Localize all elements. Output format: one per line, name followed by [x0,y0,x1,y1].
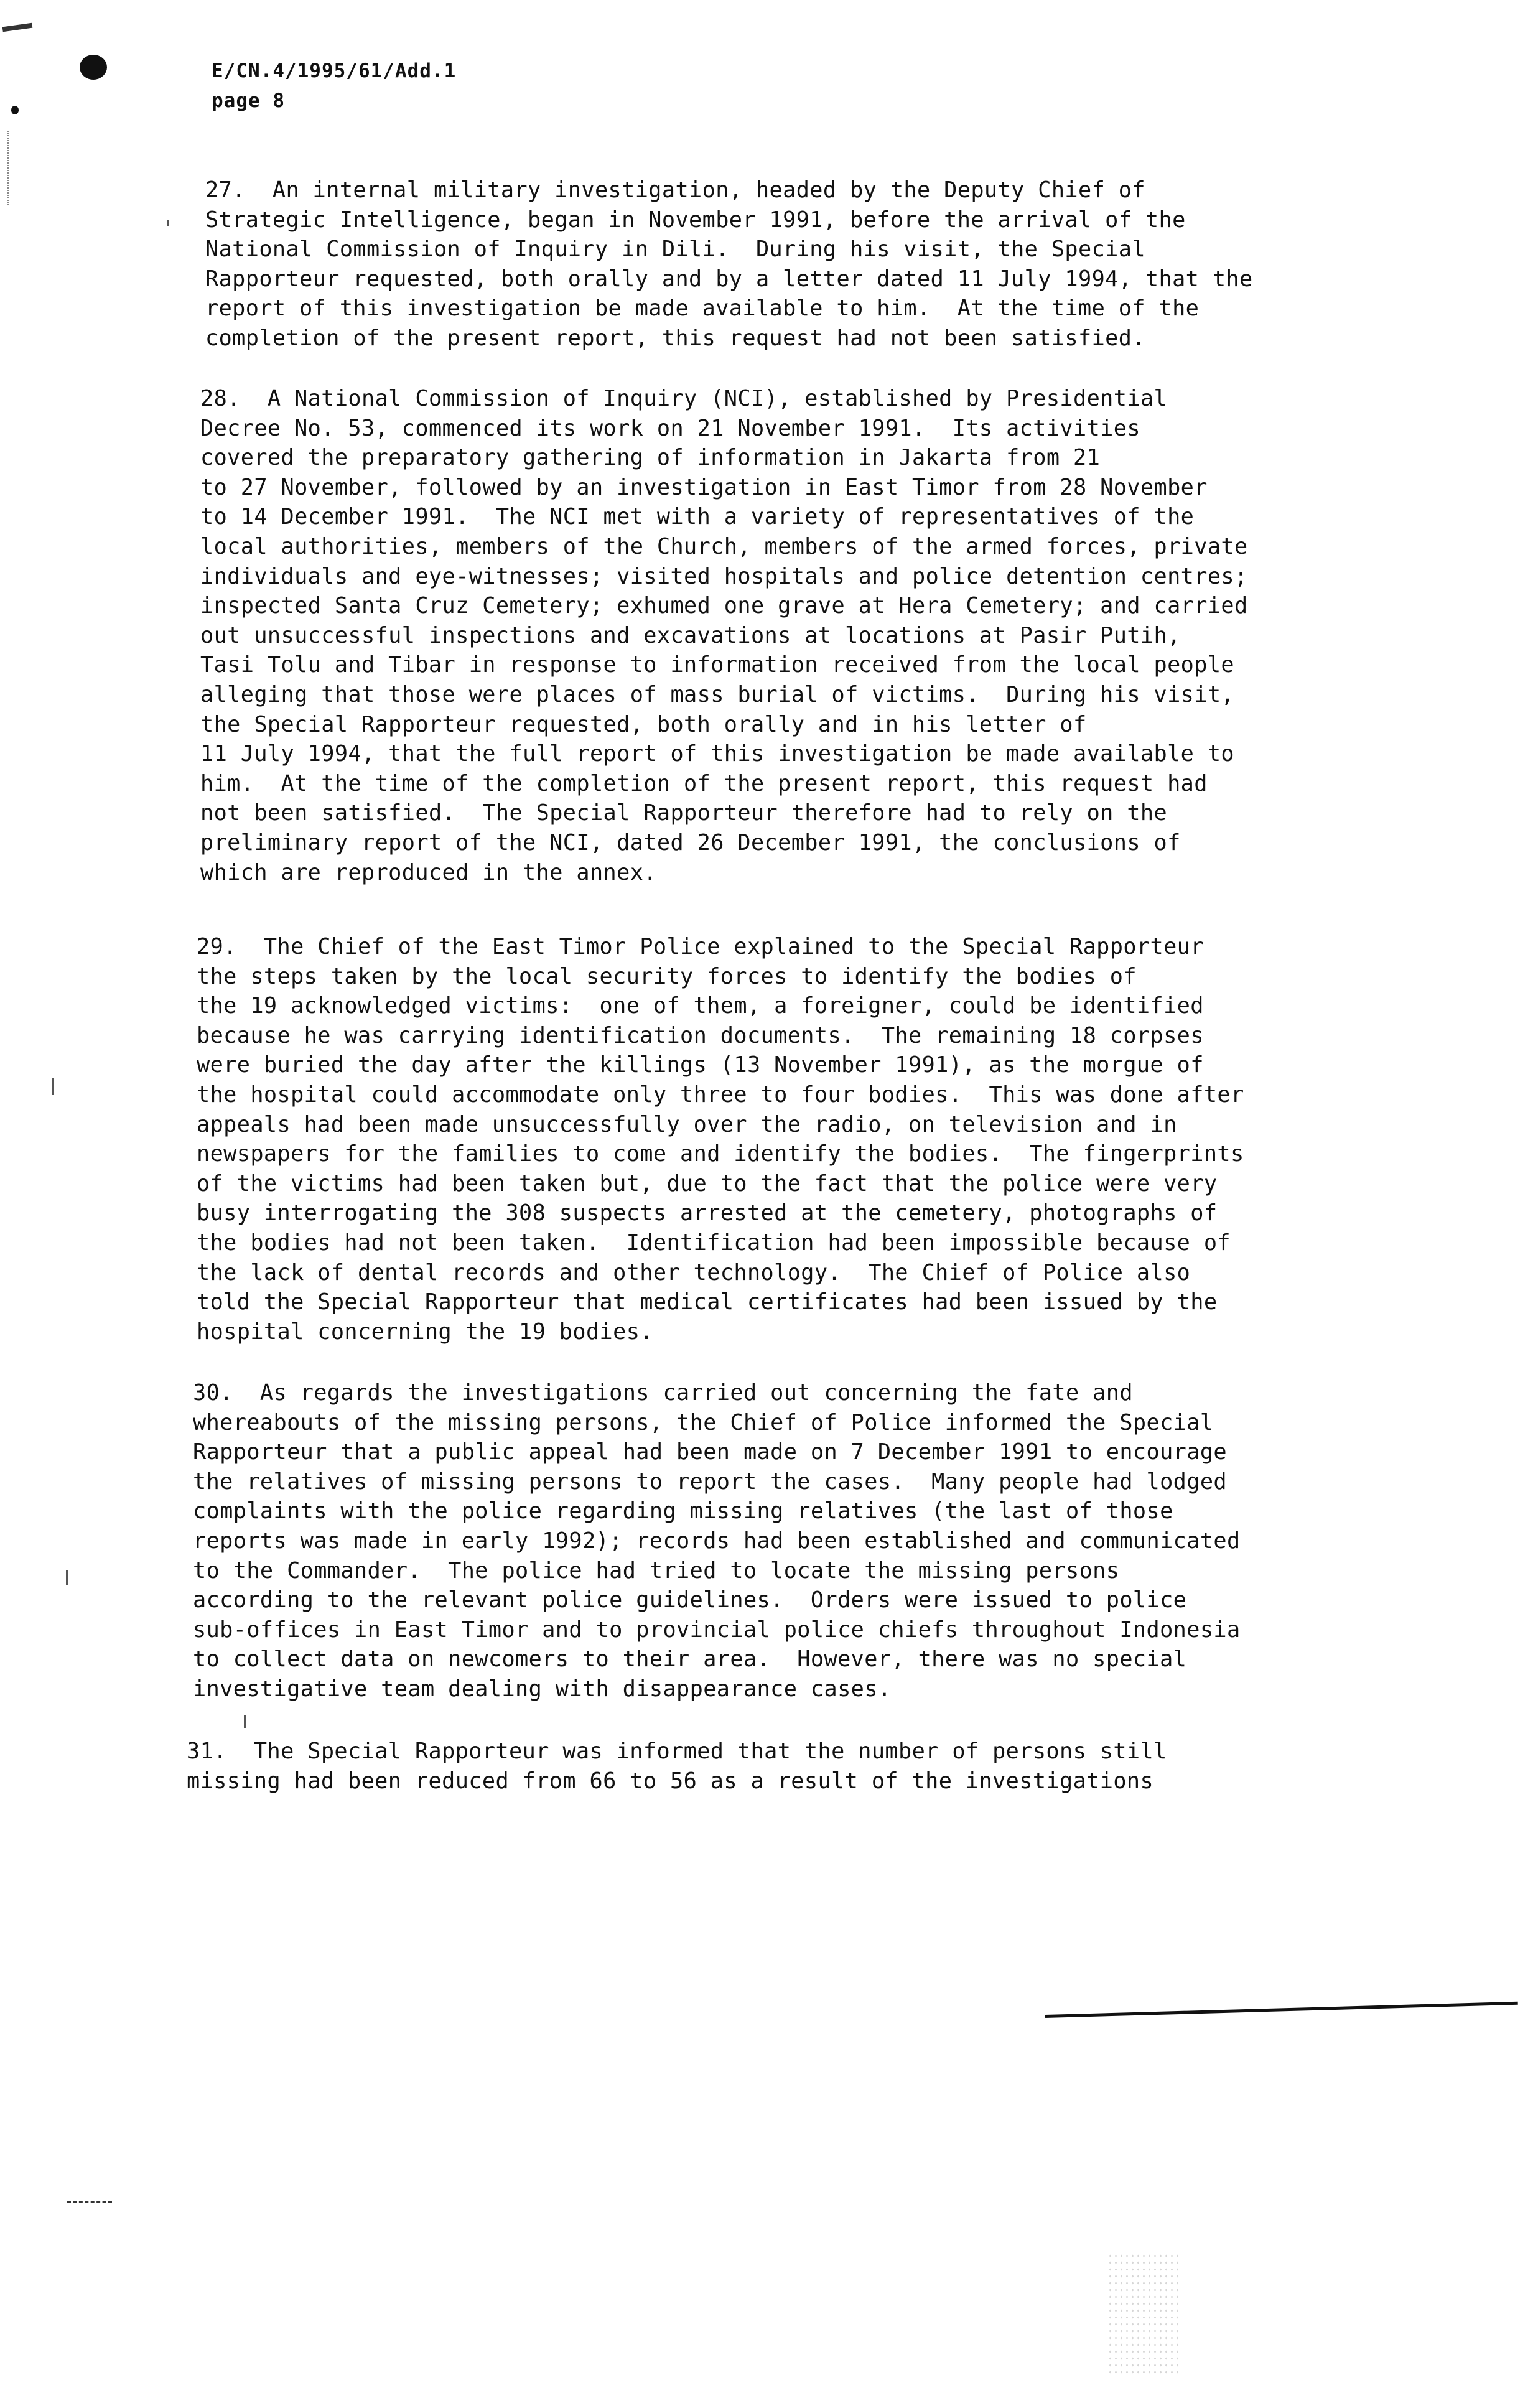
text-line: to 14 December 1991. The NCI met with a variety of representatives of the [200,504,1195,530]
text-line: covered the preparatory gathering of information in Jakarta from 21 [200,445,1101,471]
scan-ink-blot [80,55,107,80]
text-line: Rapporteur that a public appeal had been made on 7 December 1991 to encourage [193,1439,1228,1465]
text-line: Decree No. 53, commenced its work on 21 November 1991. Its activities [200,415,1140,441]
text-line: hospital concerning the 19 bodies. [197,1318,653,1345]
text-line: 27. An internal military investigation, headed by the Deputy Chief of [205,177,1145,203]
page-number: page 8 [212,90,285,112]
text-line: the relatives of missing persons to report the cases. Many people had lodged [193,1468,1228,1495]
text-line: to the Commander. The police had tried to locate the missing persons [193,1557,1120,1584]
text-line: the steps taken by the local security forces to identify the bodies of [197,963,1137,989]
paragraph-29 [197,932,1397,1346]
text-line: 11 July 1994, that the full report of this investigation be made available to [200,741,1235,767]
text-line: the Special Rapporteur requested, both orally and in his letter of [200,711,1087,737]
document-header [212,56,456,116]
text-line: sub-offices in East Timor and to provincial police chiefs throughout Indonesia [193,1617,1241,1643]
text-line: 30. As regards the investigations carried out concerning the fate and [193,1380,1133,1406]
text-line: out unsuccessful inspections and excavations at locations at Pasir Putih, [200,622,1181,648]
text-line: busy interrogating the 308 suspects arrested at the cemetery, photographs of [197,1200,1218,1226]
text-line: alleging that those were places of mass burial of victims. During his visit, [200,681,1235,707]
text-line: reports was made in early 1992); records had been established and communicated [193,1528,1241,1554]
text-line: according to the relevant police guidelines. Orders were issued to police [193,1587,1187,1613]
text-line: 29. The Chief of the East Timor Police explained to the Special Rapporteur [197,934,1204,959]
text-line: told the Special Rapporteur that medical certificates had been issued by the [197,1289,1218,1315]
paragraph-28 [200,384,1401,887]
text-line: appeals had been made unsuccessfully over the radio, on television and in [197,1111,1177,1137]
paragraph-30 [193,1378,1394,1704]
text-line: completion of the present report, this request had not been satisfied. [205,325,1145,351]
scan-speckle [1107,2252,1182,2377]
text-line: because he was carrying identification documents. The remaining 18 corpses [197,1022,1204,1048]
text-line: local authorities, members of the Church, members of the armed forces, private [200,533,1248,559]
text-line: 28. A National Commission of Inquiry (NCI), established by Presidential [200,386,1168,411]
scan-corner-mark [2,23,33,32]
text-line: newspapers for the families to come and identify the bodies. The fingerprints [197,1141,1244,1167]
text-line: Rapporteur requested, both orally and by a letter dated 11 July 1994, that the [205,266,1253,292]
text-line: the bodies had not been taken. Identification had been impossible because of [197,1230,1231,1256]
paragraph-27 [205,175,1406,353]
text-line: not been satisfied. The Special Rapporteur therefore had to rely on the [200,800,1168,826]
scan-margin-tick [66,1570,68,1585]
text-line: individuals and eye-witnesses; visited hospitals and police detention centres; [200,563,1248,589]
text-line: the 19 acknowledged victims: one of them, a foreigner, could be identified [197,993,1204,1019]
text-line: whereabouts of the missing persons, the Chief of Police informed the Special [193,1409,1214,1435]
text-line: were buried the day after the killings (13 November 1991), as the morgue of [197,1052,1204,1078]
text-line: of the victims had been taken but, due to the fact that the police were very [197,1170,1218,1197]
text-line: report of this investigation be made available to him. At the time of the [205,296,1200,322]
scan-margin-tick [244,1715,246,1728]
footnote-separator-rule [1045,2002,1518,2018]
text-line: him. At the time of the completion of the present report, this request had [200,770,1208,796]
paragraph-31 [187,1737,1387,1796]
text-line: Strategic Intelligence, began in November 1991, before the arrival of the [205,207,1186,233]
text-line: National Commission of Inquiry in Dili. During his visit, the Special [205,236,1145,263]
text-line: missing had been reduced from 66 to 56 as a result of the investigations [187,1768,1154,1794]
document-symbol: E/CN.4/1995/61/Add.1 [212,60,457,82]
scan-ink-dot [11,106,19,114]
text-line: to 27 November, followed by an investigation in East Timor from 28 November [200,474,1208,500]
text-line: investigative team dealing with disappearance cases. [193,1676,892,1702]
text-line: complaints with the police regarding missing relatives (the last of those [193,1498,1173,1524]
scan-dash-mark [67,2201,112,2203]
scan-edge-marks [7,131,16,205]
text-line: inspected Santa Cruz Cemetery; exhumed one grave at Hera Cemetery; and carried [200,593,1248,619]
scan-margin-tick [52,1078,54,1095]
text-line: Tasi Tolu and Tibar in response to information received from the local people [200,652,1235,678]
text-line: which are reproduced in the annex. [200,859,657,885]
text-line: preliminary report of the NCI, dated 26 December 1991, the conclusions of [200,829,1181,856]
text-line: the hospital could accommodate only three to four bodies. This was done after [197,1081,1244,1108]
text-line: the lack of dental records and other technology. The Chief of Police also [197,1259,1191,1286]
text-line: to collect data on newcomers to their area. However, there was no special [193,1646,1187,1673]
text-line: 31. The Special Rapporteur was informed that the number of persons still [187,1738,1167,1764]
scan-margin-tick [167,220,169,226]
